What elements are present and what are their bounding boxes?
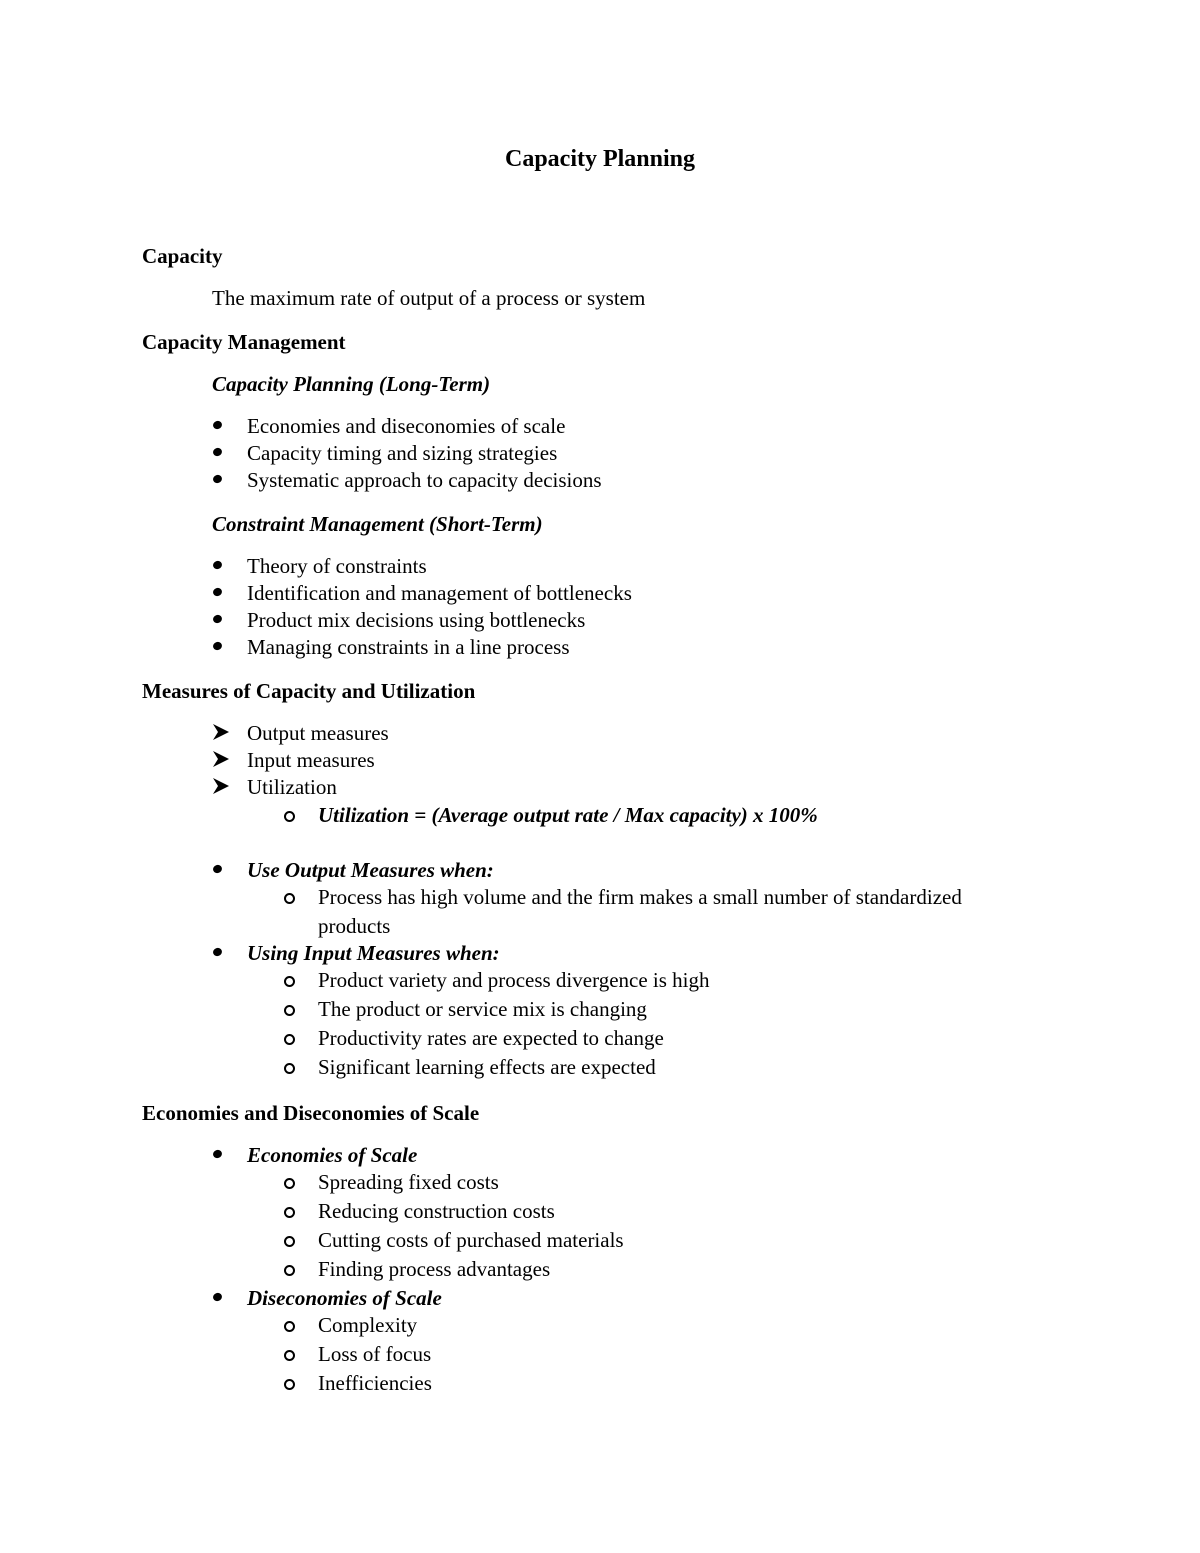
circle-bullet-icon: [284, 1236, 295, 1247]
bullet-icon: [212, 641, 223, 652]
output-measures-label: Use Output Measures when:: [247, 858, 494, 882]
circle-bullet-icon: [284, 1379, 295, 1390]
list-item: Cutting costs of purchased materials: [318, 1228, 624, 1252]
list-item-continuation: products: [318, 914, 391, 938]
section-heading-measures: Measures of Capacity and Utilization: [142, 679, 476, 703]
arrow-bullet-icon: [212, 723, 230, 741]
circle-bullet-icon: [284, 1207, 295, 1218]
list-item: Productivity rates are expected to change: [318, 1026, 664, 1050]
circle-bullet-icon: [284, 1178, 295, 1189]
list-item: Finding process advantages: [318, 1257, 551, 1281]
list-item: Loss of focus: [318, 1342, 432, 1366]
bullet-icon: [212, 1292, 223, 1303]
circle-bullet-icon: [284, 1005, 295, 1016]
circle-bullet-icon: [284, 893, 295, 904]
list-item: Input measures: [247, 748, 375, 772]
circle-bullet-icon: [284, 1265, 295, 1276]
bullet-icon: [212, 587, 223, 598]
page-title: Capacity Planning: [504, 146, 696, 172]
list-item: Inefficiencies: [318, 1371, 432, 1395]
capacity-definition: The maximum rate of output of a process or system: [212, 286, 646, 310]
circle-bullet-icon: [284, 1034, 295, 1045]
list-item: Output measures: [247, 721, 389, 745]
list-item: Process has high volume and the firm makes a small number of standardized: [318, 885, 962, 909]
circle-bullet-icon: [284, 811, 295, 822]
diseconomies-label: Diseconomies of Scale: [247, 1286, 442, 1310]
subheading-long-term: Capacity Planning (Long-Term): [212, 372, 491, 396]
list-item: Significant learning effects are expected: [318, 1055, 656, 1079]
utilization-formula: Utilization = (Average output rate / Max capacity) x 100%: [318, 803, 818, 827]
bullet-icon: [212, 447, 223, 458]
input-measures-label: Using Input Measures when:: [247, 941, 500, 965]
list-item: Systematic approach to capacity decisions: [247, 468, 602, 492]
bullet-icon: [212, 1149, 223, 1160]
bullet-icon: [212, 420, 223, 431]
section-heading-capacity: Capacity: [142, 244, 223, 268]
list-item: Identification and management of bottlenecks: [247, 581, 632, 605]
arrow-bullet-icon: [212, 750, 230, 768]
bullet-icon: [212, 474, 223, 485]
economies-label: Economies of Scale: [247, 1143, 418, 1167]
list-item: Reducing construction costs: [318, 1199, 555, 1223]
section-heading-scale: Economies and Diseconomies of Scale: [142, 1101, 480, 1125]
circle-bullet-icon: [284, 1321, 295, 1332]
arrow-bullet-icon: [212, 777, 230, 795]
bullet-icon: [212, 864, 223, 875]
circle-bullet-icon: [284, 1063, 295, 1074]
circle-bullet-icon: [284, 1350, 295, 1361]
bullet-icon: [212, 614, 223, 625]
list-item: Capacity timing and sizing strategies: [247, 441, 558, 465]
subheading-short-term: Constraint Management (Short-Term): [212, 512, 543, 536]
list-item: Theory of constraints: [247, 554, 427, 578]
list-item: Spreading fixed costs: [318, 1170, 499, 1194]
list-item: Economies and diseconomies of scale: [247, 414, 566, 438]
list-item: Managing constraints in a line process: [247, 635, 570, 659]
list-item: Utilization: [247, 775, 337, 799]
list-item: Product mix decisions using bottlenecks: [247, 608, 586, 632]
list-item: The product or service mix is changing: [318, 997, 647, 1021]
section-heading-capacity-management: Capacity Management: [142, 330, 346, 354]
circle-bullet-icon: [284, 976, 295, 987]
list-item: Complexity: [318, 1313, 418, 1337]
bullet-icon: [212, 947, 223, 958]
list-item: Product variety and process divergence is high: [318, 968, 710, 992]
bullet-icon: [212, 560, 223, 571]
